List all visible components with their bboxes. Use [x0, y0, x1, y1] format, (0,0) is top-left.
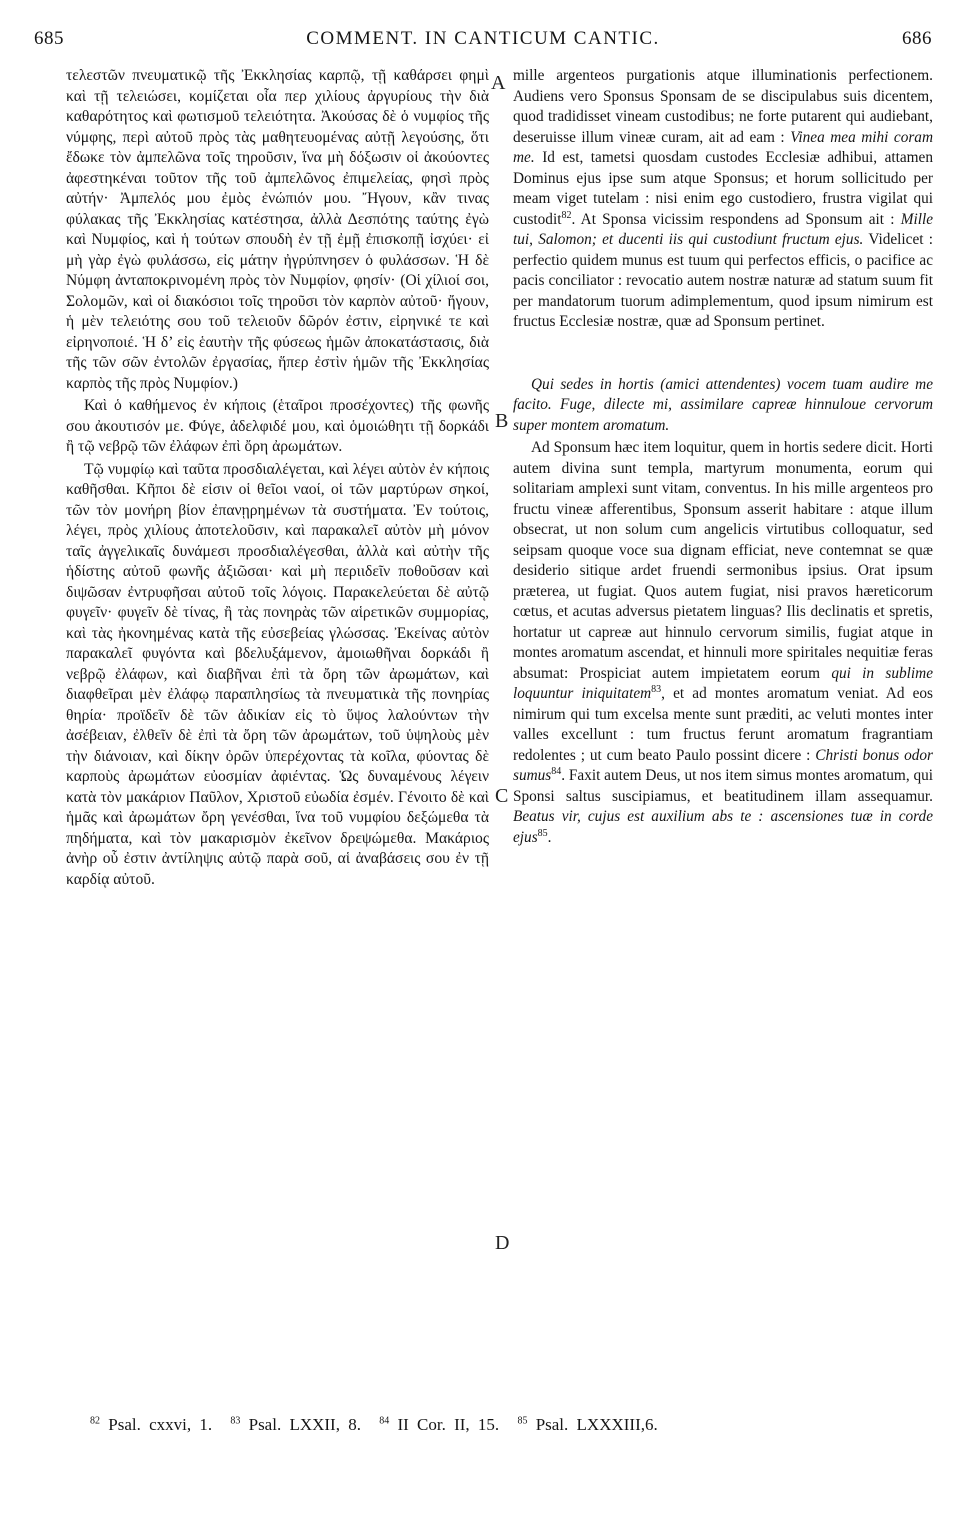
footnote-item: $^{83}$ Psal. LXXII, 8.	[230, 1415, 361, 1434]
footnote-item: $^{84}$ II Cor. II, 15.	[379, 1415, 500, 1434]
greek-paragraph-2: Τῷ νυμφίῳ καὶ ταῦτα προσδιαλέγεται, καὶ λέγει αὐτὸν ἐν κήποις καθῆσθαι. Κῆποι δὲ εἰσιν οἱ θεῖοι ναοί, οἱ τῶν μαρτύρων σηκοί, τῶν τὸν μονήρη βίον ἐπανῃρημένων τὰ συστήματα. Ἐν τούτοις, λέγει, πρὸς χιλίους ἀποτελοῦσιν, καὶ παρακαλεῖ αὐτὸν μὴ μόνον ταῖς ἀγγελικαῖς δυνάμεσι προσδιαλέγεσθαι, ἀλλὰ καὶ αὐτὴν τῆς ἡδίστης αὐτοῦ φωνῆς ἀξιῶσαι· καὶ μὴ περιιδεῖν ποθοῦσαν καὶ διψῶσαν ἐντρυφῆσαι αὐτοῦ τοῖς λόγοις. Παρακελεύεται δὲ αὐτῷ φυγεῖν· φυγεῖν δὲ τίνας, ἢ τὰς πονηρὰς τῶν αἱρετικῶν συμμορίας, καὶ τὰς ἠκονημένας κατὰ τῆς εὐσεβείας γλώσσας. Ἐκείνας αὐτὸν παρακαλεῖ φυγόντα καὶ βδελυξάμενον, ἀμοιωθῆναι δορκάδι ἢ νεβρῷ ἐλάφων, καὶ διαβῆναι ἐπὶ τὰ ὄρη τῶν ἀρωμάτων, καὶ διαφθεῖραι μὲν ἐλάφῳ παραπλησίως τὰ πνευματικὰ τῆς πονηρίας θηρία· προϊδεῖν δὲ τῶν ἀδικίαν εἰς τὸ ὕψος λαλούντων τὴν ἀσέβειαν, ἐλθεῖν δὲ ἐπὶ τὰ ὄρη τῶν ἀρωμάτων, τοῦ ὑψηλοὺς μὲν τὴν διάνοιαν, καὶ δίκην ὀρῶν ὑπερέχοντας τὰ κοῖλα, φύοντας δὲ καρποὺς ἀρωμάτων εὐοσμίαν ἀφιέντας. Ὡς δυναμένους λέγειν κατὰ τὸν μακάριον Παῦλον, Χριστοῦ εὐωδία ἐσμέν. Γένοιτο δὲ καὶ ἡμᾶς καὶ ἀρωμάτων ὄρη γενέσθαι, ἵνα τοῦ νυμφίου δεξώμεθα τὰ πηδήματα, καὶ τὸν μακαρισμὸν ἐκεῖνον δρεψώμεθα. Μακάριος ἀνὴρ οὗ ἐστιν ἀντίληψις αὐτῷ παρὰ σοῦ, αἱ ἀναβάσεις σου ἐν τῇ καρδίᾳ αὐτοῦ.	[66, 460, 489, 888]
footnote-ref: 84	[551, 765, 562, 777]
latin-paragraph-2: Ad Sponsum hæc item loquitur, quem in hortis sedere dicit. Horti autem divina sunt templa, martyrum monumenta, eorum qui solitariam amplexi sunt vitam, conventus. In his mille argenteos pro fructu vineæ afferentibus, Sponsum asserit habitare : atque illum obsecrat, ut non solum cum angelicis virtutibus colloquatur, sed seipsam quoque voce sua dignam efficiat, neve contemnat se quæ desiderio sitique ardet fruendi sermonibus ipsius. Orat ipsum præterea, ut fugiat. Quos autem fugiat, nisi pravos hæreticorum cœtus, et acutas adversus pietatem linguas? Ilis declinatis et spretis, hortatur ut capreæ aut hinnulo cervorum similis, fugiat atque in montes aromatum ascendat, et hinnuli more spiritales nequitiæ feras absumat: Prospiciat autem impietatem eorum qui in sublime loquuntur iniquitatem$^{83}$, et ad montes aromatum veniat. Ad eos nimirum qui tum excelsa mente sunt præditi, ac veluti montes inter valles excellunt : tum fructus ferunt aromatum fragrantiam redolentes ; ut cum beato Paulo possint dicere : Christi bonus odor sumus$^{84}$. Faxit autem Deus, ut nos item simus montes aromatum, qui Sponsi saltus suscipiamus, et beatitudinem illam assequamur. Beatus vir, cujus est auxilium abs te : ascensiones tuæ in corde ejus$^{85}$.	[513, 439, 934, 846]
page-number-left: 685	[34, 28, 64, 49]
footnote-ref: 85	[537, 827, 548, 839]
latin-lemma: Qui sedes in hortis (amici attendentes) vocem tuam audire me facito. Fuge, dilecte mi, assimilare capreæ hinnuloue cervorum super montem aromatum.	[513, 375, 933, 434]
greek-lemma: Καὶ ὁ καθήμενος ἐν κήποις (ἑταῖροι προσέχοντες) τῆς φωνῆς σου ἀκουτισόν με. Φύγε, ἀδελφιδέ μου, καὶ ὁμοιώθητι τῇ δορκάδι ἢ τῷ νεβρῷ τῶν ἐλάφων ἐπὶ ὄρη ἀρωμάτων.	[66, 397, 489, 455]
greek-column	[66, 66, 489, 890]
margin-marker-a: A	[491, 72, 506, 94]
footnote-item: $^{85}$ Psal. LXXXIII,6.	[517, 1415, 658, 1434]
margin-marker-d: D	[495, 1232, 510, 1254]
footnote-item: $^{82}$ Psal. cxxvi, 1.	[90, 1415, 213, 1434]
margin-marker-c: C	[495, 785, 509, 807]
latin-column	[513, 66, 933, 848]
greek-paragraph-1: τελεστῶν πνευματικῷ τῆς Ἐκκλησίας καρπῷ, τῇ καθάρσει φημὶ καὶ τῇ τελειώσει, κομίζεται οἷα περ χιλίους ἀργυρίους τὴν διὰ καθαρότητος καὶ φωτισμοῦ τελειότητα. Ἀκούσας δὲ ὁ νυμφίος τῆς νύμφης, περὶ αὐτοῦ πρὸς τὰς μαθητευομένας αὐτῇ λεγούσης, ὅτι ἔδωκε τὸν ἀμπελῶνα τοῖς τηροῦσιν, ἵνα μὴ δόξωσιν οἱ ἀκούοντες ἀφεστηκέναι τοῦτον τῆς τοῦ ἀμπελῶνος ἐπιμελείας, φησὶ πρὸς αὐτήν· Ἀμπελός μου ἐμὸς ἐνώπιόν μου. Ἤγουν, κἂν τινας φύλακας τῆς Ἐκκλησίας κατέστησα, ἀλλὰ Δεσπότης ταύτης ἐγὼ καὶ Νυμφίος, καὶ ἡ τούτων σπουδὴ ἐν τῇ ἐμῇ ἐπισκοπῇ ἰσχύει· εἰ μὴ γὰρ ἐγὼ φυλάσσω, εἰς μάτην ἠγρύπνησεν ὁ φυλάσσων. Ἡ δὲ Νύμφη ἀνταποκρινομένη πρὸς τὸν Νυμφίον, φησίν· (Οἱ χίλιοί σοι, Σολομῶν, καὶ οἱ διακόσιοι τοῖς τηροῦσι τὸν καρπὸν αὐτοῦ· ἤγουν, ἡ μὲν τελειότης σου τοῦ τελειοῦν δῶρόν ἐστιν, εἰρηνικέ τε καὶ εἰρηνοποιέ. Ἡ δ’ εἰς ἑαυτὴν τῆς φύσεως ἡμῶν ἀποκατάστασις, διὰ τῆς τῶν σῶν ἐντολῶν ἐργασίας, ἥπερ ἐστὶν ἡμῶν τῆς Ἐκκλησίας καρπὸς τῆς πρὸς Νυμφίον.)	[66, 67, 489, 392]
page-header	[34, 28, 932, 52]
footnote-ref: 82	[561, 209, 572, 221]
section-gap	[513, 333, 933, 375]
footnote-ref: 83	[651, 683, 662, 695]
margin-marker-b: B	[495, 410, 509, 432]
page-number-right: 686	[902, 28, 932, 49]
footnotes	[90, 1415, 936, 1435]
running-title: COMMENT. IN CANTICUM CANTIC.	[306, 28, 660, 49]
latin-paragraph-1: mille argenteos purgationis atque illuminationis perfectionem. Audiens vero Sponsus Sponsam de se discipulabus suis dicentem, quod tradidisset vineam custodibus; ne forte putarent qui audiebant, deseruisse illum vineæ curam, ait ad eam : Vinea mea mihi coram me. Id est, tametsi quosdam custodes Ecclesiæ adhibui, attamen Dominus ejus ipse sum atque Sponsus; et horum sollicitudo per meam viget tutelam : nisi enim ego custodiero, frustra vigilat qui custodit$^{82}$. At Sponsa vicissim respondens ad Sponsum ait : Mille tui, Salomon; et ducenti iis qui custodiunt fructum ejus. Videlicet : perfectio quidem munus est tuum qui perfectos efficis, o pacifice ac pacis conciliator : revocatio autem nostræ naturæ ad statum suum fit per mandatorum tuorum adimplementum, quod ipsum nimirum est fructus Ecclesiæ nostræ, quæ ad Sponsum pertinet.	[513, 67, 934, 330]
